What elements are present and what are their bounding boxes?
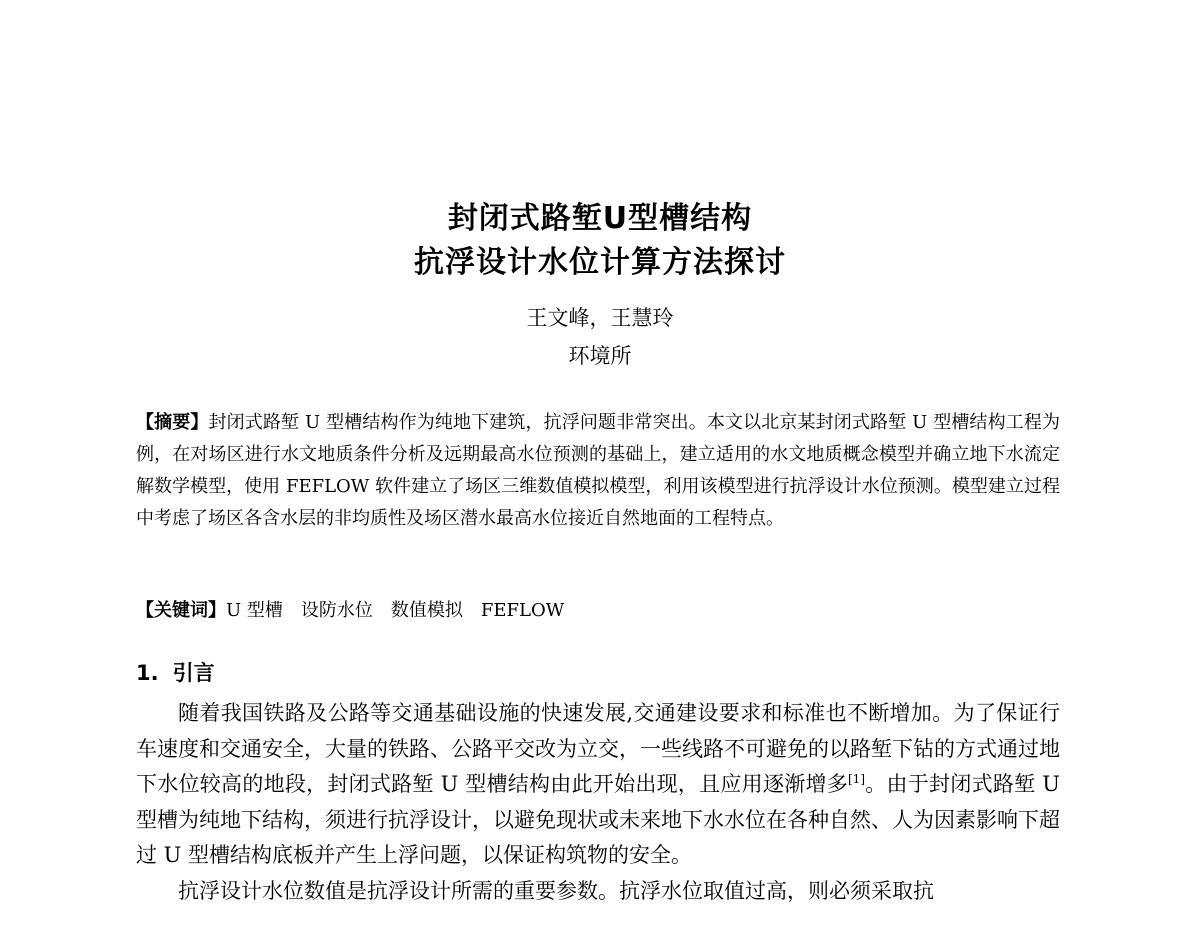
section-title: 引言 bbox=[172, 661, 215, 685]
paper-affiliation: 环境所 bbox=[568, 344, 632, 368]
paper-authors: 王文峰，王慧玲 bbox=[526, 306, 674, 330]
paper-title-line-1: 封闭式路堑U型槽结构 bbox=[447, 201, 753, 236]
citation-ref: [1] bbox=[848, 772, 865, 786]
section-body bbox=[136, 696, 1060, 909]
abstract-paragraph bbox=[136, 407, 1060, 535]
paragraph-text: 。由于封闭式路堑 U 型槽为纯地下结构，须进行抗浮设计，以避免现状或未来地下水水位在各种自然、人为因素影响下超过 U 型槽结构底板并产生上浮问题，以保证构筑物的安全。 bbox=[136, 772, 1061, 867]
abstract-label: 【摘要】 bbox=[136, 412, 209, 433]
keyword-item: 数值模拟 bbox=[390, 600, 463, 621]
keywords-label: 【关键词】 bbox=[136, 600, 226, 621]
paper-title-line-2: 抗浮设计水位计算方法探讨 bbox=[414, 245, 786, 280]
section-number: 1. bbox=[136, 661, 159, 685]
abstract-block bbox=[136, 407, 1060, 535]
keyword-item: FEFLOW bbox=[480, 600, 565, 621]
body-paragraph-1 bbox=[136, 696, 1060, 874]
paragraph-text: 随着我国铁路及公路等交通基础设施的快速发展,交通建设要求和标准也不断增加。为了保证行车速度和交通安全，大量的铁路、公路平交改为立交，一些线路不可避免的以路堑下钻的方式通过地下水位较高的地段，封闭式路堑 U 型槽结构由此开始出现，且应用逐渐增多 bbox=[136, 701, 1060, 796]
abstract-text: 封闭式路堑 U 型槽结构作为纯地下建筑，抗浮问题非常突出。本文以北京某封闭式路堑 U 型槽结构工程为例，在对场区进行水文地质条件分析及远期最高水位预测的基础上，建立适用的水文地质概念模型并确立地下水流定解数学模型，使用 FEFLOW 软件建立了场区三维数值模拟模型，利用该模型进行抗浮设计水位预测。模型建立过程中考虑了场区各含水层的非均质性及场区潜水最高水位接近自然地面的工程特点。 bbox=[136, 412, 1060, 529]
paragraph-text: 抗浮设计水位数值是抗浮设计所需的重要参数。抗浮水位取值过高，则必须采取抗 bbox=[178, 878, 934, 903]
keywords-block bbox=[136, 599, 1060, 623]
keyword-item: 设防水位 bbox=[300, 600, 373, 621]
keyword-item: U 型槽 bbox=[226, 600, 283, 621]
section-heading bbox=[136, 663, 215, 684]
body-paragraph-2 bbox=[136, 874, 1060, 910]
